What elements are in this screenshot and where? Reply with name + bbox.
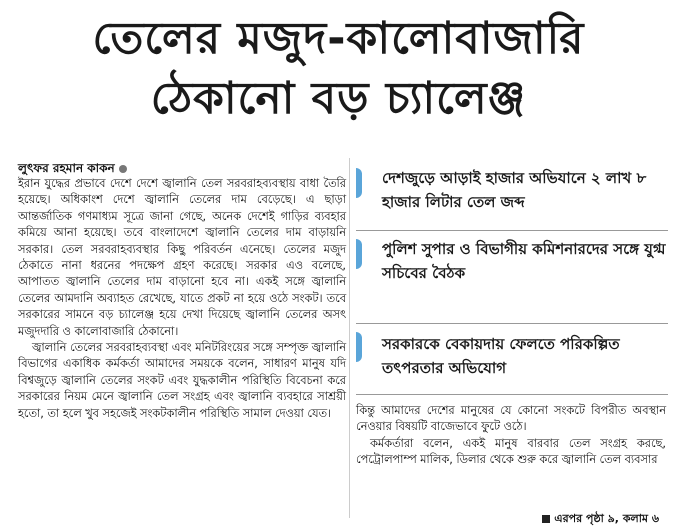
article-right-column: [356, 403, 666, 469]
divider: [356, 394, 668, 395]
headline-line-2: ঠেকানো বড় চ্যালেঞ্জ: [150, 73, 527, 124]
continuation-text: এরপর পৃষ্ঠা ৯, কলাম ৬: [554, 512, 659, 525]
highlight-1: [356, 160, 668, 230]
author-name: লুৎফর রহমান কাকন: [18, 161, 115, 175]
article-paragraph-4: কর্মকর্তারা বলেন, একই মানুষ বারবার তেল সংগ্রহ করছে, পেট্রোলপাম্প মালিক, ডিলার থেকে শুরু করে জ্বালানি তেল ব্যবসার: [356, 436, 666, 467]
continuation-note: [542, 510, 659, 529]
highlight-bar-icon: [356, 332, 362, 362]
highlight-text: পুলিশ সুপার ও বিভাগীয় কমিশনারদের সঙ্গে যুগ্ম সচিবের বৈঠক: [382, 240, 666, 282]
highlight-2: [356, 231, 668, 323]
article-paragraph-3: কিন্তু আমাদের দেশের মানুষের যে কোনো সংকটে বিপরীত অবস্থান নেওয়ার বিষয়টি বাজেভাবে ফুটে ওঠে।: [356, 404, 666, 434]
headline: [0, 8, 677, 128]
column-divider: [349, 158, 350, 518]
highlight-3: [356, 324, 668, 394]
highlight-text: সরকারকে বেকায়দায় ফেলতে পরিকল্পিত তৎপরতার অভিযোগ: [382, 335, 620, 377]
highlight-text: দেশজুড়ে আড়াই হাজার অভিযানে ২ লাখ ৮ হাজার লিটার তেল জব্দ: [382, 169, 647, 211]
article-left-column: [18, 176, 346, 422]
highlight-bar-icon: [356, 168, 362, 198]
highlight-boxes: [356, 160, 668, 395]
article-paragraph-2: জ্বালানি তেলের সরবরাহব্যবস্থা এবং মনিটরিংয়ের সঙ্গে সম্পৃক্ত জ্বালানি বিভাগের একাধিক কর্মকর্তা আমাদের সময়কে বলেন, সাধারণ মানুষ যদি বিশ্বজুড়ে জ্বালানি তেলের সংকট এবং যুদ্ধকালীন পরিস্থিতি বিবেচনা করে সরকারের নিয়ম মেনে জ্বালানি তেল সংগ্রহ এবং জ্বালানি ব্যবহারে সাশ্রয়ী হতো, তা হলে খুব সহজেই সংকটকালীন পরিস্থিতি সামাল দেওয়া যেত।: [18, 341, 346, 420]
article-paragraph-1: ইরান যুদ্ধের প্রভাবে দেশে দেশে জ্বালানি তেল সরবরাহব্যবস্থায় বাধা তৈরি হয়েছে। অধিকাংশ দেশে জ্বালানি তেলের দাম বেড়েছে। এ ছাড়া আন্তর্জাতিক গণমাধ্যম সূত্রে জানা গেছে, অনেক দেশেই গাড়ির ব্যবহার কমিয়ে আনা হয়েছে। তবে বাংলাদেশে জ্বালানি তেলের দাম বাড়ায়নি সরকার। তেল সরবরাহব্যবস্থার কিছু পরিবর্তন এনেছে। তেলের মজুদ ঠেকাতে নানা ধরনের পদক্ষেপ গ্রহণ করেছে। সরকার এও বলেছে, আপাতত জ্বালানি তেলের দাম বাড়ানো হবে না। একই সঙ্গে জ্বালানি তেলের আমদানি অব্যাহত রেখেছে, যাতে প্রকট না হয়ে ওঠে সংকট। তবে সরকারের সামনে বড় চ্যালেঞ্জ হয়ে দেখা দিয়েছে জ্বালানি তেলের অসৎ মজুদদারি ও কালোবাজারি ঠেকানো।: [18, 177, 346, 338]
square-bullet-icon: [542, 515, 550, 523]
headline-line-1: তেলের মজুদ-কালোবাজারি: [92, 13, 585, 64]
highlight-bar-icon: [356, 239, 362, 269]
bullet-icon: [119, 165, 127, 173]
